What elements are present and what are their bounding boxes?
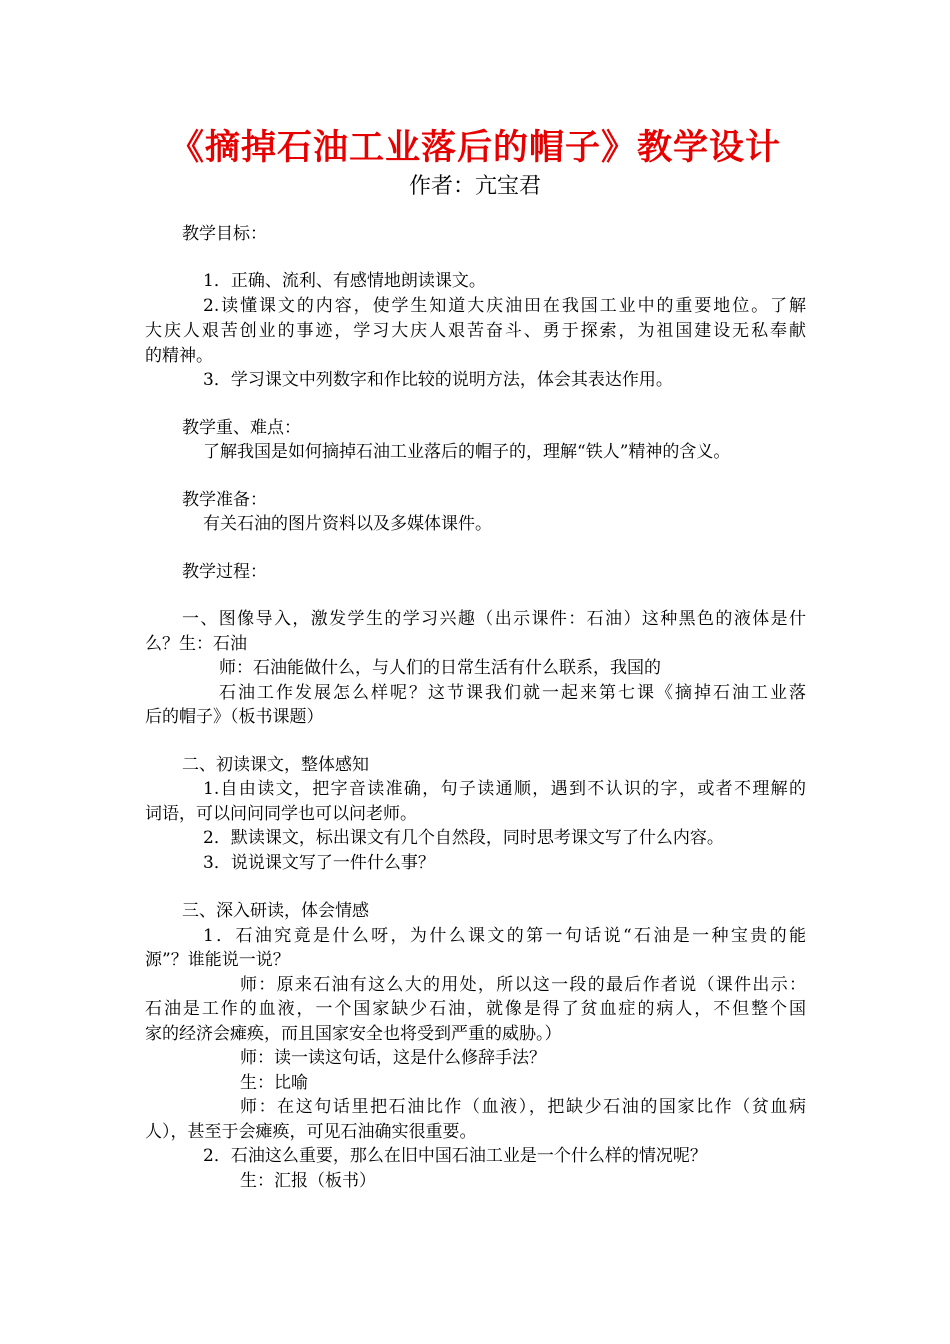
paragraph-line: 师：石油能做什么，与人们的日常生活有什么联系，我国的 [219, 658, 661, 678]
paragraph-line: 了解我国是如何摘掉石油工业落后的帽子的，理解“铁人”精神的含义。 [203, 442, 731, 462]
heading-process: 教学过程： [182, 562, 267, 582]
paragraph-line: 么？生：石油 [145, 634, 247, 654]
paragraph-line: 石油是工作的血液，一个国家缺少石油，就像是得了贫血症的病人，不但整个国 [145, 999, 806, 1019]
paragraph-line: 2.读懂课文的内容，使学生知道大庆油田在我国工业中的重要地位。了解 [203, 296, 806, 316]
paragraph-line: 1．正确、流利、有感情地朗读课文。 [203, 271, 486, 291]
paragraph-line: 有关石油的图片资料以及多媒体课件。 [203, 514, 492, 534]
paragraph-line: 2．石油这么重要，那么在旧中国石油工业是一个什么样的情况呢？ [203, 1146, 707, 1166]
paragraph-line: 2．默读课文，标出课文有几个自然段，同时思考课文写了什么内容。 [203, 828, 724, 848]
heading-key-points: 教学重、难点： [182, 418, 301, 438]
section-heading: 三、深入研读，体会情感 [182, 901, 369, 921]
paragraph-line: 人），甚至于会瘫痪，可见石油确实很重要。 [145, 1122, 477, 1142]
paragraph-line: 生：比喻 [240, 1073, 308, 1093]
paragraph-line: 后的帽子》（板书课题） [145, 707, 324, 727]
paragraph-line: 1.自由读文，把字音读准确，句子读通顺，遇到不认识的字，或者不理解的 [203, 779, 806, 799]
paragraph-line: 家的经济会瘫痪，而且国家安全也将受到严重的威胁。） [145, 1024, 562, 1044]
section-heading: 二、初读课文，整体感知 [182, 755, 369, 775]
document-author: 作者：亢宝君 [408, 174, 541, 199]
paragraph-line: 师：读一读这句话，这是什么修辞手法？ [240, 1048, 546, 1068]
heading-preparation: 教学准备： [182, 490, 267, 510]
paragraph-line: 师：原来石油有这么大的用处，所以这一段的最后作者说（课件出示： [240, 975, 806, 995]
document-title: 《摘掉石油工业落后的帽子》教学设计 [168, 127, 781, 168]
paragraph-line: 源”？谁能说一说？ [145, 950, 290, 970]
paragraph-line: 师：在这句话里把石油比作（血液），把缺少石油的国家比作（贫血病 [240, 1097, 806, 1117]
paragraph-line: 3．学习课文中列数字和作比较的说明方法，体会其表达作用。 [203, 370, 673, 390]
paragraph-line: 生：汇报（板书） [240, 1171, 376, 1191]
paragraph-line: 词语，可以问问同学也可以问老师。 [145, 804, 417, 824]
paragraph-line: 的精神。 [145, 346, 213, 366]
paragraph-line: 石油工作发展怎么样呢？这节课我们就一起来第七课《摘掉石油工业落 [219, 683, 806, 703]
heading-objectives: 教学目标： [182, 224, 267, 244]
paragraph-line: 1．石油究竟是什么呀，为什么课文的第一句话说“石油是一种宝贵的能 [203, 926, 806, 946]
paragraph-line: 一、图像导入，激发学生的学习兴趣（出示课件：石油）这种黑色的液体是什 [182, 609, 806, 629]
paragraph-line: 3．说说课文写了一件什么事？ [203, 853, 435, 873]
paragraph-line: 大庆人艰苦创业的事迹，学习大庆人艰苦奋斗、勇于探索，为祖国建设无私奉献 [145, 321, 806, 341]
